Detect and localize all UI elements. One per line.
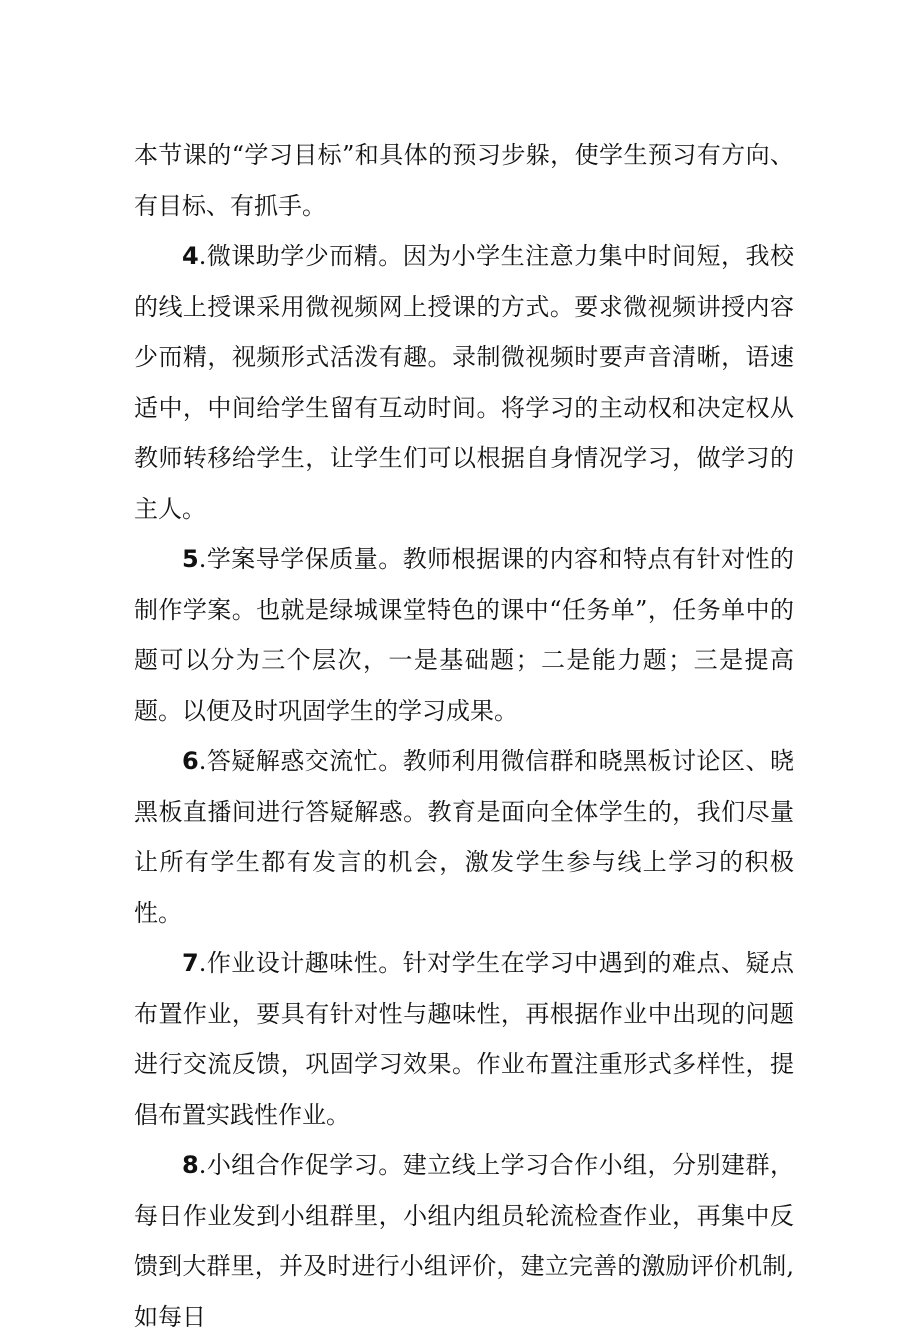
paragraph-text: .答疑解惑交流忙。教师利用微信群和晓黑板讨论区、晓黑板直播间进行答疑解惑。教育是面向全体学生的，我们尽量让所有学生都有发言的机会，激发学生参与线上学习的积极性。 (134, 747, 794, 927)
paragraph-number: 4 (182, 242, 199, 270)
paragraph-text: .小组合作促学习。建立线上学习合作小组，分别建群，每日作业发到小组群里，小组内组员轮流检查作业，再集中反馈到大群里，并及时进行小组评价，建立完善的激励评价机制,如每日 (134, 1151, 794, 1331)
paragraph-text: .作业设计趣味性。针对学生在学习中遇到的难点、疑点布置作业，要具有针对性与趣味性，再根据作业中出现的问题进行交流反馈，巩固学习效果。作业布置注重形式多样性，提倡布置实践性作业。 (134, 949, 794, 1129)
paragraph-text: 本节课的“学习目标”和具体的预习步躲，使学生预习有方向、有目标、有抓手。 (134, 141, 794, 220)
document-body (134, 130, 794, 1342)
paragraph-number: 7 (182, 949, 199, 977)
paragraph-item-7 (134, 938, 794, 1140)
paragraph-number: 5 (182, 545, 199, 573)
paragraph-item-5 (134, 534, 794, 736)
paragraph-text: .微课助学少而精。因为小学生注意力集中时间短，我校的线上授课采用微视频网上授课的方式。要求微视频讲授内容少而精，视频形式活泼有趣。录制微视频时要声音清晰，语速适中，中间给学生留有互动时间。将学习的主动权和决定权从教师转移给学生，让学生们可以根据自身情况学习，做学习的主人。 (134, 242, 794, 523)
paragraph-text: .学案导学保质量。教师根据课的内容和特点有针对性的制作学案。也就是绿城课堂特色的课中“任务单”，任务单中的题可以分为三个层次，一是基础题；二是能力题；三是提高题。以便及时巩固学生的学习成果。 (134, 545, 794, 725)
paragraph-continuation (134, 130, 794, 231)
paragraph-number: 8 (182, 1151, 199, 1179)
paragraph-number: 6 (182, 747, 199, 775)
paragraph-item-4 (134, 231, 794, 534)
paragraph-item-8 (134, 1140, 794, 1342)
paragraph-item-6 (134, 736, 794, 938)
